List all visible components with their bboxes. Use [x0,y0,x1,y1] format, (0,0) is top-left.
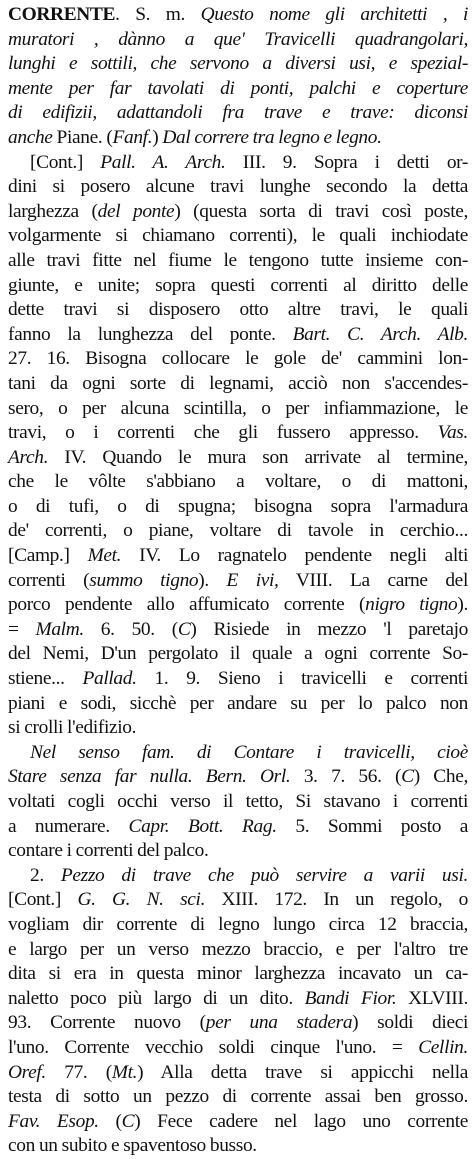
text-run: 2. [30,864,61,886]
text-line [8,667,468,692]
italic-text: C [121,1110,135,1132]
text-run: III. 9. Sopra i detti or- [225,151,468,173]
text-line [8,839,468,864]
text-line [8,1036,468,1061]
text-run: 1. 9. Sieno i travicelli e correnti [136,668,468,690]
italic-text: Cellin. [418,1036,468,1058]
text-run: 27. 16. Bisogna collocare le gole de' cammini lon- [8,348,468,370]
text-run: si crolli l'edifizio. [8,717,137,739]
text-line [8,224,468,249]
italic-text: muratori , dànno a que' Travicelli quadrangolari, [8,28,468,50]
text-run: fanno la lunghezza del ponte. [8,323,293,345]
italic-text: Questo nome gli architetti , i [200,4,469,25]
text-run: volgarmente si chiamano correnti), le quali inchiodate [8,225,468,247]
text-line [8,249,468,274]
italic-text: Fav. Esop. [8,1110,99,1132]
text-line [8,716,468,741]
text-run: 77. ( [45,1061,112,1083]
italic-text: Met. [87,545,122,567]
text-run: a numerare. [8,815,129,837]
text-line [8,987,468,1012]
text-run: sero, o per alcuna scintilla, o per infiammazione, le [8,397,468,419]
text-run: de' correnti, o piane, voltare di tavole in cerchio... [8,520,468,542]
text-run: l'uno. Corrente vecchio soldi cinque l'uno. = [8,1036,419,1058]
text-run: ) Fece cadere nel lago uno corrente [134,1110,468,1132]
text-run: del Nemi, D'un pergolato il quale a ogni corrente So- [8,643,468,665]
text-run: [Cont.] [8,889,78,911]
text-run: testa di sotto un pezzo di corrente assai ben grosso. [8,1086,468,1108]
text-run: travi, o i correnti che gli fussero appresso. [8,422,438,444]
text-run: ) Alla detta trave si appicchi nella [137,1061,468,1083]
text-line [8,1061,468,1086]
text-run: IV. Quando le mura son arrivate al termine, [48,446,468,468]
italic-text: summo tigno [89,569,199,591]
text-line [8,815,468,840]
text-run: 93. Corrente nuovo ( [8,1012,206,1034]
text-line [8,569,468,594]
text-line [8,962,468,987]
text-line [8,913,468,938]
italic-text: Vas. [437,422,468,444]
text-line [8,3,468,28]
text-line [8,692,468,717]
text-line [8,1134,468,1159]
text-run: naletto poco più largo di un dito. [8,987,305,1009]
text-line [8,888,468,913]
text-line [8,544,468,569]
text-line [8,446,468,471]
text-run: alle travi fitte nel fiume le tengono tutte insieme con- [8,249,468,271]
text-run: o di tufi, o di spugna; bisogna sopra l'armadura [8,495,468,517]
text-run: VIII. La carne del [278,569,468,591]
italic-text: Nel senso fam. di Contare i travicelli, cioè [30,741,468,763]
italic-text: E ivi, [226,569,279,591]
italic-text: lunghi e sottili, che servono a diversi usi, e spezial- [8,53,468,75]
text-run: Piane. ( [56,126,113,148]
text-line [8,495,468,520]
text-run: voltati cogli occhi verso il tetto, Si stavano i correnti [8,791,468,812]
text-run: con un subito e spaventoso busso. [8,1135,257,1157]
italic-text: G. G. N. sci. [77,889,206,911]
text-line [8,741,468,766]
text-run: dita si era in questa minor larghezza incavato un ca- [8,963,468,985]
text-run: vogliam dir corrente di legno lungo circa 12 braccia, [8,913,468,935]
headword: CORRENTE [8,4,116,25]
text-line [8,200,468,225]
text-line [8,101,468,126]
text-line [8,938,468,963]
italic-text: per una stadera [205,1012,353,1034]
text-run: e largo per un verso mezzo braccio, e per l'altro tre [8,938,468,960]
italic-text: del ponte [97,200,175,222]
italic-text: Bandi Fior. [304,987,397,1009]
text-run: ( [98,1110,122,1132]
text-line [8,642,468,667]
italic-text: Capr. Bott. Rag. [128,815,277,837]
italic-text: Bart. C. Arch. Alb. [292,323,469,345]
text-line [8,175,468,200]
text-line [8,1110,468,1135]
text-line [8,347,468,372]
text-run: IV. Lo ragnatelo pendente negli alti [121,545,468,567]
italic-text: Pall. A. Arch. [100,151,226,173]
text-line [8,323,468,348]
text-line [8,519,468,544]
text-run: ) Che, [413,766,468,788]
text-run: contare i correnti del palco. [8,840,209,862]
text-line [8,77,468,102]
text-run: ) soldi dieci [352,1012,468,1034]
italic-text: Stare senza far nulla. Bern. Orl. [8,766,291,788]
text-run: XLVIII. [396,987,468,1009]
italic-text: Oref. [8,1061,46,1083]
text-run: 6. 50. ( [83,618,178,640]
text-line [8,52,468,77]
italic-text: nigro tigno [365,594,458,616]
italic-text: Fanf. [112,126,153,148]
text-line [8,765,468,790]
italic-text: Pezzo di trave che può servire a varii usi. [60,864,469,886]
text-run: stiene... [8,668,83,690]
text-run: XIII. 172. In un regolo, o [205,889,468,911]
text-run: dette travi si disposero otto altre travi, le quali [8,299,468,321]
text-line [8,397,468,422]
text-run: porco pendente allo affumicato corrente ( [8,594,366,616]
text-run: che le vôlte s'abbiano a voltare, o di mattoni, [8,471,468,493]
text-line [8,28,468,53]
text-line [8,618,468,643]
text-run: ) Risiede in mezzo 'l paretajo [190,618,468,640]
italic-text: di edifizii, adattandoli fra trave e trave: diconsi [8,102,468,124]
italic-text: C [177,618,191,640]
text-run: ). [457,594,468,616]
text-run: ). [198,569,227,591]
text-run: [Camp.] [8,545,88,567]
text-run: . S. m. [115,4,201,25]
text-line [8,470,468,495]
dictionary-entry-corrente [8,3,468,1159]
text-line [8,1085,468,1110]
italic-text: Arch. [8,446,49,468]
text-line [8,421,468,446]
text-line [8,151,468,176]
text-line [8,1011,468,1036]
italic-text: mente per far tavolati di ponti, palchi e coperture [8,77,468,99]
text-line [8,864,468,889]
text-line [8,274,468,299]
italic-text: Dal correre tra legno e legno. [162,126,382,148]
text-line [8,372,468,397]
text-run: giunte, e unite; sopra questi correnti al diritto delle [8,274,468,296]
text-run: ) [152,126,163,148]
text-line [8,593,468,618]
text-line [8,298,468,323]
text-run: dini si posero alcune travi lunghe secondo la detta [8,176,468,198]
text-run: [Cont.] [30,151,101,173]
italic-text: C [401,766,414,788]
italic-text: Pallad. [82,668,137,690]
text-line [8,126,468,151]
italic-text: anche [8,126,57,148]
text-run: tani da ogni sorte di legnami, acciò non s'accendes- [8,372,468,394]
text-line [8,790,468,815]
text-run: ) (questa sorta di travi così poste, [174,200,468,222]
text-run: piani e sodi, sicchè per andare su per lo palco non [8,692,468,714]
text-run: larghezza ( [8,200,98,222]
text-run: = [8,618,36,640]
italic-text: Malm. [35,618,84,640]
text-run: 3. 7. 56. ( [290,766,402,788]
italic-text: Mt. [111,1061,138,1083]
text-run: correnti ( [8,569,90,591]
text-run: 5. Sommi posto a [276,815,468,837]
